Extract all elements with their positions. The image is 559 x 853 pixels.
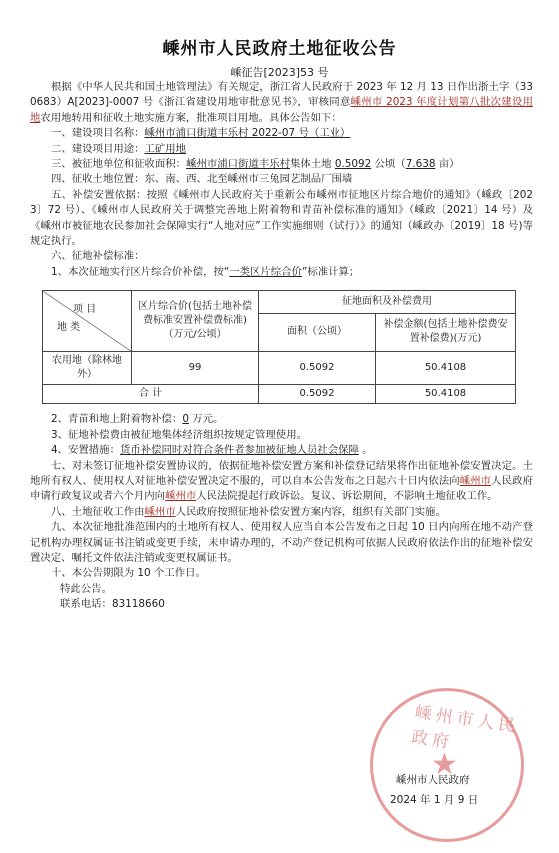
item-land-location: 四、征收土地位置：东、南、西、北至嵊州市三兔园艺制品厂围墙 (51, 173, 353, 186)
document-body (30, 80, 533, 613)
area-mu-value: 7.638 (405, 158, 436, 171)
table-row (43, 352, 516, 385)
official-seal (370, 688, 524, 842)
item-text: 公顷（ (371, 158, 406, 171)
item-text: 1、本次征地实行区片综合价补偿，按“ (51, 265, 230, 278)
signing-organization: 嵊州市人民政府 (396, 774, 470, 786)
header-amount: 补偿金额(包括土地补偿费安置补偿费)(万元) (376, 313, 516, 352)
header-area: 面积（公顷） (259, 313, 376, 352)
item-crop-compensation (30, 412, 533, 427)
item-label: 三、被征地单位和征收面积： (51, 158, 187, 171)
table-total-row (43, 385, 516, 404)
item-text: 人民政府申请行政复议或者六个月内向 (30, 474, 534, 503)
item-resettlement-measures (30, 443, 533, 458)
cell-amount: 50.4108 (376, 352, 516, 385)
project-use-value: 工矿用地 (144, 142, 187, 155)
item-text: 集体土地 (289, 158, 335, 171)
item-land-unit-area (30, 157, 533, 172)
intro-batch-name: 嵊州市 2023 年度计划第八批次建设用地 (30, 96, 533, 124)
item-project-use (30, 142, 533, 157)
table-header-row (43, 291, 516, 313)
item-appeal-rights (30, 459, 533, 505)
cell-total-label: 合 计 (43, 385, 259, 404)
item-text: 人民政府按照征地补偿安置方案内容，组织有关部门实施。 (175, 505, 446, 518)
cell-total-amount: 50.4108 (376, 385, 516, 404)
city-name: 嵊州市 (459, 474, 492, 487)
header-area-and-fee: 征地面积及补偿费用 (259, 291, 516, 313)
item-text: 人民法院提起行政诉讼。复议、诉讼期间，不影响土地征收工作。 (196, 490, 498, 503)
cell-area: 0.5092 (259, 352, 376, 385)
zone-price-class-value: 一类区片综合价 (229, 265, 302, 278)
item-text: 4、安置措施： (51, 444, 120, 457)
cell-land-type: 农用地（除林地外） (43, 352, 132, 385)
item-fee-management: 3、征地补偿费由被征地集体经济组织按规定管理使用。 (51, 428, 307, 441)
signing-date: 2024 年 1 月 9 日 (390, 794, 479, 806)
seal-star-icon: ★ (431, 747, 458, 782)
intro-text-a: 根据《中华人民共和国土地管理法》有关规定，浙江省人民政府于 2023 年 12 月 13 日作出浙土字（330683）A[2023]-0007 号《浙江省建设用地审批意见书》，审核同意 (30, 81, 533, 109)
city-name: 嵊州市 (144, 505, 176, 518)
resettlement-measure-value: 货币补偿同时对符合条件者参加被征地人员社会保障 (119, 444, 359, 457)
item-compensation-standard: 六、征地补偿标准： (51, 250, 145, 263)
table-diagonal-header (43, 291, 132, 352)
intro-paragraph (30, 80, 533, 126)
item-project-name (30, 126, 533, 141)
contact-phone: 联系电话：83118660 (60, 598, 165, 611)
item-text: 八、土地征收工作由 (51, 505, 145, 518)
item-text: 2、青苗和地上附着物补偿： (51, 413, 183, 426)
item-text: 万元。 (188, 413, 224, 426)
compensation-table (42, 290, 516, 404)
item-label: 一、建设项目名称： (51, 127, 145, 140)
item-label: 二、建设项目用途： (51, 142, 145, 155)
crop-compensation-value: 0 (182, 413, 189, 426)
land-unit-value: 嵊州市浦口街道丰乐村 (186, 158, 290, 171)
item-text: 亩） (435, 158, 460, 171)
item-zone-price-rule (30, 265, 533, 280)
item-compensation-basis: 五、补偿安置依据：按照《嵊州市人民政府关于重新公布嵊州市征地区片综合地价的通知》（嵊政〔2023〕72 号）、《嵊州市人民政府关于调整完善地上附着物和青苗补偿标准的通知》（嵊政〔2021〕14 号）及《嵊州市被征地农民参加社会保障实行“人地对应”工作实施细则（试行）》的通知（嵊政办〔2019〕18 号)等规定执行。 (30, 188, 533, 248)
cell-price: 99 (132, 352, 259, 385)
project-name-value: 嵊州市浦口街道丰乐村 2022-07 号（工业） (144, 127, 351, 140)
area-hectare-value: 0.5092 (334, 158, 372, 171)
closing-text: 特此公告。 (60, 582, 112, 595)
item-notice-period: 十、本公告期限为 10 个工作日。 (51, 567, 206, 580)
intro-text-c: 农用地转用和征收土地实施方案，批准项目用地。具体公告如下： (40, 111, 342, 124)
diag-header-item: 项 目 (73, 304, 97, 316)
seal-lettering: 嵊州市人民政府 (410, 702, 521, 754)
header-zone-price: 区片综合价(包括土地补偿费标准安置补偿费标准)（万元/公顷） (132, 291, 259, 352)
document-title: 嵊州市人民政府土地征收公告 (162, 39, 397, 59)
item-property-registration: 九、本次征地批准范围内的土地所有权人、使用权人应当自本公告发布之日起 10 日内向所在地不动产登记机构办理权属证书注销或变更手续，未申请办理的，不动产登记机构可依据人民政府依法作出的征地补偿安置决定、嘱托文件依法注销或变更权属证书。 (30, 521, 533, 564)
item-text: 七、对未签订征地补偿安置协议的，依据征地补偿安置方案和补偿登记结果将作出征地补偿安置决定。土地所有权人、使用权人对征地补偿安置决定不服的，可以自本公告发布之日起六十日内依法向 (30, 459, 533, 487)
item-text: 。 (358, 444, 373, 457)
document-number: 嵊征告[2023]53 号 (230, 66, 329, 79)
city-name: 嵊州市 (165, 490, 197, 503)
signature-block (390, 770, 479, 810)
cell-total-area: 0.5092 (259, 385, 376, 404)
diag-header-landtype: 地 类 (57, 322, 81, 334)
item-implementation (30, 505, 533, 520)
item-text: ”标准计算； (301, 265, 360, 278)
